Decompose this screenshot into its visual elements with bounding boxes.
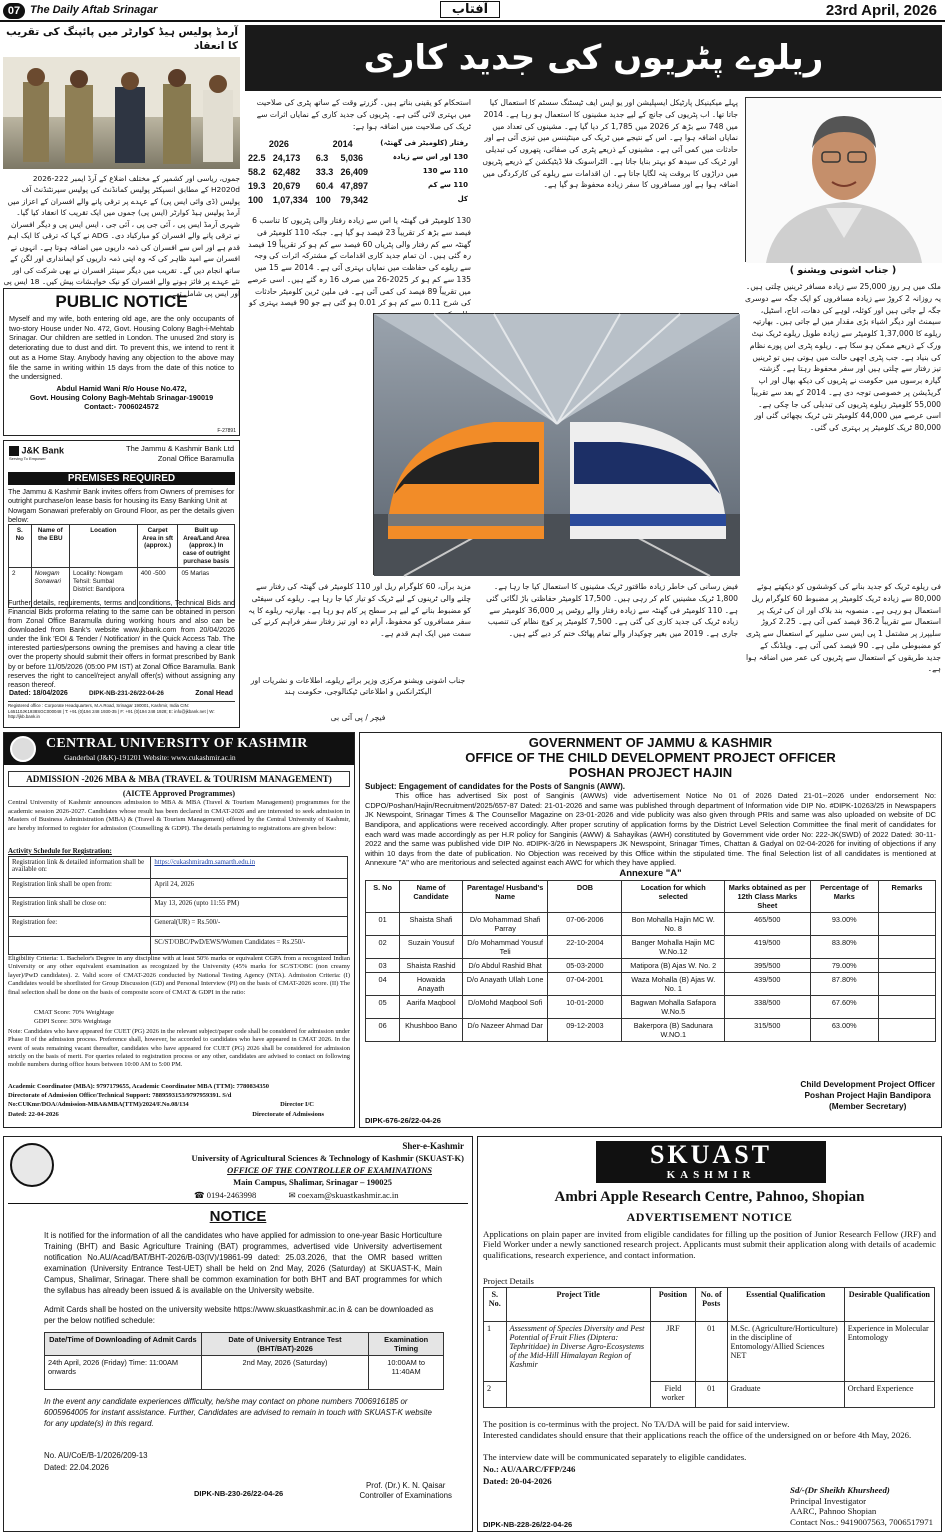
- public-notice-sig1: Abdul Hamid Wani R/o House No.472,: [56, 384, 187, 394]
- cuk-office: Directorate of Admissions: [252, 1111, 324, 1118]
- cuk-coordinators: Academic Coordinator (MBA): 9797179655, Academic Coordinator MBA (TTM): 7780834350: [8, 1083, 269, 1090]
- cuk-admission-ad: [3, 732, 355, 1128]
- cuk-name: CENTRAL UNIVERSITY OF KASHMIR: [46, 736, 308, 751]
- skuast-notice: [3, 1136, 473, 1532]
- table-row: 58.2 62,482 33.3 26,409 110 سے 130: [248, 167, 468, 177]
- vande-bharat-trains-image: [374, 314, 740, 576]
- table-row: 02 Suzain Yousuf D/o Mohammad Yousuf Teli 22-10-2004 Banger Mohalla Hajin MC W.No.12 419/500 83.80%: [366, 936, 936, 959]
- police-story: [3, 25, 240, 298]
- skuast-line-4: Main Campus, Shalimar, Srinagar – 190025: [233, 1177, 392, 1187]
- table-row: 19.3 20,679 60.4 47,897 110 سے کم: [248, 181, 468, 191]
- table-row: 22.5 24,173 6.3 5,036 130 اور اس سے زیادہ: [248, 153, 468, 163]
- cuk-subtitle: (AICTE Approved Programmes): [122, 789, 236, 798]
- table-row: 1 Assessment of Species Diversity and Pest Potential of Fruit Flies (Diptera: Tephritidae) in Diverse Agro-Ecosystems of the Mid-Hill Himalayan Region of Kashmir JRF 01 M.Sc. (Agriculture/Horticulture) in the discipline of Entomology/Allied Sciences NET Experience in Molecular Entomology: [484, 1322, 935, 1382]
- minister-photo: [745, 97, 941, 262]
- jk-bank-logo: J&K Bank Serving To Empower: [9, 445, 65, 461]
- page-header: [0, 0, 945, 22]
- public-notice-sig2: Govt. Housing Colony Bagh-Mehtab Srinagar-190019: [29, 393, 214, 403]
- cuk-schedule-title: Activity Schedule for Registration:: [8, 847, 112, 855]
- table-row: 05 Aarifa Maqbool D/oMohd Maqbool Sofi 10-01-2000 Bagwan Mohalla Safapora W.No.5 338/500 67.60%: [366, 996, 936, 1019]
- public-notice: [3, 288, 240, 436]
- skuast-ad-sign: Sd/-(Dr Sheikh Khursheed) Principal Investigator AARC, Pahnoo Shopian Contact Nos.: 9419007563, 7006517971: [790, 1485, 933, 1527]
- issue-date: 23rd April, 2026: [825, 2, 937, 19]
- police-body: جموں، ریاسی اور کشمیر کے مختلف اضلاع کے آرڈ ایمبر 222-2026 H2020d کے مطابق انسپکٹر پولیس کمانڈنٹ کی پولیس سپرنٹنڈنٹ آف پولیس (ڈی وائی ایس پی) کے عہدے پر ترقی پانے والے افسران کے اعزاز میں آرمڈ پولیس ہیڈ کوارٹر (ایس پی) جموں میں ایک تقریب کا انعقاد کیا گیا۔ شہری آرمڈ ایس پی ، آئی جی پی ، آئی جی ، ایس ایس پی و دیگر افسران نے ترقی پانے والے افسران کو مبارکباد دی۔ ADG نے کہا کہ ترقی کا ایک اہم قدم ہے اور اس سے افسران کی ذمہ داریوں میں اضافہ ہوتا ہے۔ انہوں نے افسران سے امید ظاہر کی کہ وہ اپنی ذمہ داریوں کو ایمانداری اور لگن کے ساتھ انجام دیں گے۔ تقریب میں دیگر سینئر افسران نے بھی شرکت کی اور نئے عہدے پر فائز ہونے والے افسران کو نیک خواہشات پیش کیں۔ 18 ایس پی اور ایس پی شامل تھے۔: [3, 174, 240, 298]
- table-row: Registration fee: General(UR) = Rs.500/-: [9, 917, 348, 937]
- cdpo-line-3: POSHAN PROJECT HAJIN: [568, 765, 733, 780]
- railway-col-left-intro: استحکام کو یقینی بناتے ہیں۔ گزرتے وقت کے ساتھ پٹری کی صلاحیت میں بہتری لائی گئی ہے۔ پٹریوں کی جدید کاری کے نمایاں اثرات سے ٹریک کی صلاحیت میں اضافہ ہوا ہے:: [256, 98, 471, 131]
- skuast-p1: It is notified for the information of all the candidates who have applied for admission to one-year Basic Horticulture Training (BHT) and Basic Agriculture Training (BAT) programmes, advertised vide University advertisement notification No.AU/Acad/BAT/BHT-2026/B-03(IV)/19861-99 dated: 25.03.2026, that the OMR based written examination (University Entrance Test-UET) shall be held on 2nd May, 2026 (Saturday) at SKUAST-K, Main Campus, Shalimar, Srinagar. There shall be common examination for both BHT and BAT programmes for which the syllabus has already been issued & is available on the University website.: [44, 1231, 442, 1295]
- table-row: 06 Khushboo Bano D/o Nazeer Ahmad Dar 09-12-2003 Bakerpora (B) Sadunara W.NO.1 315/500 63.00%: [366, 1019, 936, 1042]
- table-header-speed: رفتار (کلومیٹر فی گھنٹہ): [380, 139, 468, 147]
- skuast-ad-table: S. No. Project Title Position No. of Posts Essential Qualification Desirable Qualification 1 Assessment of Species Diversity and Pest Potential of Fruit Flies (Diptera: Tephritidae) in Diverse Agro-Ecosystems of the Mid-Hill Himalayan Region of Kashmir JRF 01 M.Sc. (Agriculture/Horticulture) in the discipline of Entomology/Allied Sciences NET Experience in Molecular Entomology 2 Field worker 01 Graduate Orchard Experience: [483, 1287, 935, 1408]
- cuk-dated: Dated: 22-04-2026: [8, 1111, 59, 1118]
- railway-col-bottom-left: مزید برآں، 60 کلوگرام ریل اور 110 کلومیٹر فی گھنٹہ کی رفتار سے چلنے والی ٹرینوں کے لیے ٹریک کو تیار کیا جا رہا ہے۔ ریلوے کی سیفٹی کو مضبوط بنانے کے لیے ہر سطح پر کام ہو رہا ہے۔ بھارتیہ ریلوے کا یہ سفر مسافروں کو محفوظ، آرام دہ اور تیز رفتار سفر فراہم کرنے کی سمت میں ایک اہم قدم ہے۔: [248, 582, 471, 639]
- jk-bank-body: Further details, requirements, terms and conditions, Technical Bids and Financial Bids proforma relating to the same can be obtained in person from Zonal Office Baramulla during working hours and also can be downloaded from Bank's website www.jkbank.com from 20/04/2026 under the link 'EOI & Tender / Notification' in the Quick Access Tab. The interested parties/persons owning the premises and having a clear title over the property should submit their offers in format prescribed by Bank by or before 11/05/2026 (05:00 PM IST) at Zonal Office Baramulla. Bank reserves the right to cancel/reject any/all offer(s) without assigning any reason thereof.: [8, 599, 235, 689]
- cdpo-line-2: OFFICE OF THE CHILD DEVELOPMENT PROJECT OFFICER: [465, 750, 836, 765]
- table-header-2026: 2026: [268, 139, 289, 149]
- skuast-ad-details: Project Details: [483, 1276, 534, 1286]
- public-notice-contact: Contact:- 7006024572: [84, 402, 159, 412]
- police-photo: [3, 57, 240, 169]
- cdpo-subject: Subject: Engagement of candidates for the Posts of Sangnis (AWW).: [365, 782, 626, 791]
- skuast-ad-p2: Interested candidates should ensure that their applications reach the office of the undersigned on or before 4th May, 2026.: [483, 1430, 912, 1440]
- skuast-ad-intro: Applications on plain paper are invited from eligible candidates for filling up the position of Junior Research Fellow (JRF) and Field Worker under a newly sanctioned research project. Applicants must submit their application along with details of academic qualifications, research experience, and contact information.: [483, 1229, 937, 1260]
- public-notice-title: PUBLIC NOTICE: [55, 292, 188, 311]
- cuk-header: [4, 733, 354, 765]
- jk-bank-logo-icon: [9, 446, 19, 456]
- masthead: آفتاب: [440, 1, 500, 18]
- table-header-2014: 2014: [332, 139, 353, 149]
- skuast-ad-dated: Dated: 20-04-2026: [483, 1476, 552, 1486]
- phone-icon: ☎: [194, 1190, 205, 1200]
- table-row: Registration link & detailed information shall be available on: https://cukashmiradm.samarth.edu.in: [9, 857, 348, 879]
- skuast-sign: Prof. (Dr.) K. N. Qaisar Controller of Examinations: [359, 1481, 452, 1501]
- cuk-logo-icon: [10, 736, 36, 762]
- cuk-director: Director I/C: [280, 1101, 314, 1108]
- skuast-dipk: DIPK-NB-230-26/22-04-26: [194, 1489, 284, 1498]
- table-row: 03 Shaista Rashid D/o Abdul Rashid Bhat 05-03-2000 Matipora (B) Ajas W. No. 2 395/500 79.00%: [366, 959, 936, 973]
- skuast-ad-p3: The interview date will be communicated separately to eligible candidates.: [483, 1452, 747, 1462]
- cdpo-body: This office has advertised Six post of Sanginis (AWWs) vide advertisement Notice No 01 of 2026 Dated 21-01--2026 under endorsement No: CDPO/Poshan/Hajin/Recruitment/2025/657-87 Dated: 21-01-2026 and same was published through department of Information vide DIP No. #DIPK-10263/25 in Newspapers JK Newspoint, Srinagar Times & The Counsellor Magazine on 23-01-2026 and vide publicity was also given through PRIs and same was also uploaded on website of DC Bandipora, and applications were received accordingly. After proper scrutiny of application forms by the District Level Selection Committee the final merit of candidates for each ward was made accordingly as per H.R policy for Sanginis (AWW) & Sahayikas (AWH) constituted by Government vide order No: 222-JK(SWD) of 2022 Dated: 30-11-2022 and the same was published vide DIP No. #DIPK-3/26 in Newspapers JK Newspoint, Srinagar Times, Chattan & Gadyal on 02-04-2026 for inviting of objections if any within 10 days from the date of publication. No Objection was received by this Office within the stipulated time. The final Selection list of all candidates is mentioned at Annexure "A" who are meritorious and selected against each AWC for which they have applied.: [365, 791, 936, 868]
- trains-photo: [373, 313, 739, 575]
- table-row: 04 Howaida Anayath D/o Anayath Ullah Lone 07-04-2001 Waza Mohalla (B) Ajas W. No. 1 439/500 87.80%: [366, 973, 936, 996]
- minister-caption: ( جناب اشونی ویشنو ): [789, 265, 897, 276]
- page-number: 07: [3, 3, 25, 19]
- railway-story: [245, 25, 942, 728]
- railway-col-mid: پہلے میکینیکل پارٹیکل ایسپلیشن اور یو ایس ایف ٹیسٹنگ سسٹم کا استعمال کیا جاتا تھا۔ اب پٹریوں کی جانچ کے لیے جدید مشینوں کا استعمال ہو رہا ہے۔ 2014 میں 748 سے بڑھ کر 2026 میں 1,785 کر دیا گیا ہے۔ مشینوں کی تعداد میں نمایاں اضافہ ہوا ہے۔ اس کے نتیجے میں ٹریک کی مینٹیننس میں تیزی آئی ہے اور حادثات میں کمی آئی ہے۔ مشینوں کے ذریعے پٹری کی صفائی، پتھروں کی تبدیلی اور ٹریک کی سیدھ کو بہتر بنایا جاتا ہے۔ الٹراسونک فلا ڈیٹیکشن کے ذریعے پٹریوں میں دراڑوں کا بروقت پتہ لگایا جاتا ہے۔ ان اقدامات سے ریلوے کی کارکردگی میں اضافہ ہوا ہے اور مسافروں کا سفر زیادہ محفوظ ہو گیا ہے۔: [482, 98, 738, 190]
- table-row: 01 Shaista Shafi D/o Mohammad Shafi Parray 07-06-2006 Bon Mohalla Hajin MC W. No. 8 465/500 93.00%: [366, 913, 936, 936]
- cuk-intro: Central University of Kashmir announces admission to MBA & MBA (Travel & Tourism Management) programmes for the academic session 2026-2027. Candidates whose result has been declared in CMAT-2026 and are interested to seek admission in Masters of Business Administration (MBA) & (Travel & Tourism Management) offered by the Central University of Kashmir, are hereby informed to register for admission (Counselling & GDPI). The details pertaining to registrations are given below:: [8, 799, 350, 833]
- cuk-title: ADMISSION -2026 MBA & MBA (TRAVEL & TOURISM MANAGEMENT): [8, 771, 350, 787]
- skuast-p3: In the event any candidate experiences difficulty, he/she may contact on phone numbers 7006916185 or 6005964005 for instant assistance. Further, Candidates are advised to remain in touch with SKUAST-K website for any update(s) in this regard.: [44, 1397, 432, 1428]
- skuast-ad-p1: The position is co-terminus with the project. No TA/DA will be paid for said interview.: [483, 1419, 790, 1429]
- cdpo-notice: [359, 732, 942, 1128]
- table-row: Registration link shall be close on: May 13, 2026 (upto 11:55 PM): [9, 898, 348, 917]
- railway-col-left-2: 130 کلومیٹر فی گھنٹہ یا اس سے زیادہ رفتار والی پٹریوں کا تناسب 6 فیصد سے بڑھ کر تقریباً 23 فیصد ہو گیا ہے۔ جبکہ 110 کلومیٹر فی گھنٹہ سے کم رفتار والی پٹریاں 60 فیصد سے کم ہو کر تقریباً 19 فیصد رہ گئی ہیں۔ ان تمام جدید کاری اقدامات کے مشترکہ اثرات کی وجہ سے ریلوے کی حفاظت میں نمایاں بہتری آئی ہے۔ 2014 سے 15 میں 135 سے کم ہو کر 2025-26 میں صرف 16 رہ گئے ہیں۔ اسی عرصے میں تقریباً 89 فیصد کی کمی آئی ہے۔ فی ملین ٹرین کلومیٹر حادثات کی شرح 0.11 سے کم ہو کر 0.01 ہو گئی ہے جو 90 فیصد بہتری کو: [247, 216, 471, 308]
- railway-headline: ریلوے پٹریوں کی جدید کاری: [245, 25, 942, 91]
- table-row: SC/ST/OBC/PwD/EWS/Women Candidates = Rs.250/-: [9, 937, 348, 955]
- cuk-weight-1: CMAT Score: 70% Weightage: [34, 1009, 114, 1016]
- skuast-schedule-table: Date/Time of Downloading of Admit Cards Date of University Entrance Test (BHT/BAT)-2026 Examination Timing 24th April, 2026 (Friday) Time: 11:00AM onwards 2nd May, 2026 (Saturday) 10:00AM to 11:40AM: [44, 1332, 444, 1390]
- cdpo-sign: Child Development Project Officer Poshan Project Hajin Bandipora (Member Secretary): [800, 1079, 935, 1111]
- police-headline: آرمڈ پولیس ہیڈ کوارٹر میں پائپنگ کی تقریب کا انعقاد: [6, 26, 238, 52]
- jk-bank-dated: Dated: 18/04/2026: [9, 690, 68, 697]
- cuk-schedule-table: [8, 856, 348, 955]
- railway-col-right: ملک میں ہر روز 25,000 سے زیادہ مسافر ٹرینیں چلتی ہیں۔ یہ روزانہ 2 کروڑ سے زیادہ مسافروں کو ایک جگہ سے دوسری جگہ لے جاتی ہیں اور کوئلہ، لوہے کی دھات، اناج، اسٹیل، سیمنٹ اور دیگر اشیاء بڑی مقدار میں لے جاتی ہیں۔ بھارتیہ ریلوے کا 1,37,000 کلومیٹر سے زیادہ طویل ریلوے ٹریک نیٹ ورک کے ذریعے ممکن ہو سکا ہے۔ ریلوے پٹری اس پورے نظام کی بنیاد ہے۔ جب پٹری اچھی حالت میں ہوتی ہیں تو ٹرینیں تیز رفتار سے چلتی ہیں اور سفر محفوظ رہتا ہے۔ گزشتہ گیارہ برسوں میں حکومت نے پٹریوں کی دیکھ بھال اور اپ گریڈیشن پر خصوصی توجہ دی ہے۔ 2014 کے بعد سے تقریباً 55,000 کلومیٹر ریلوے پٹریوں کی تبدیلی کی جا چکی ہے۔ اسی عرصے میں 44,000 کلومیٹر نئی ٹریک بچھائی گئی اور 80,000 ٹریک کلومیٹر پر بہتری کی گئی۔: [745, 282, 941, 433]
- railway-col-bottom-mid: فیض رسانی کی خاطر زیادہ طاقتور ٹریک مشینوں کا استعمال کیا جا رہا ہے۔ 1,800 ٹریک مشینیں کام کر رہی ہیں۔ 17,500 کلومیٹر حفاظتی باڑ لگائی گئی ہے۔ 110 کلومیٹر فی گھنٹہ سے زیادہ رفتار والے روٹس پر 36,000 کلومیٹر سے زیادہ ٹریک کی جدید کاری کی گئی ہے۔ 7,500 کلومیٹر پر کوچ نظام کی تنصیب جاری ہے۔ 2019 میں بغیر چوکیدار والے تمام پھاٹک ختم کر دیے گئے ہیں۔: [486, 582, 738, 639]
- cdpo-annexure: Annexure "A": [619, 868, 682, 879]
- cuk-note: Note: Candidates who have appeared for CUET (PG) 2026 in the relevant subject/paper code shall be considered for admission under Phase II of the admission process. Preference shall, however, be accorded to candidates who have appeared in CMAT 2026. In the event of seats remaining vacant thereafter, candidates who have appeared for CUET (PG) 2026 shall be considered for admission strictly on the basis of merit. For queries related to registration process or any other, candidates are advised to contact on following mobile numbers during office hours between 10:00 AM to 5:00 PM.: [8, 1028, 350, 1069]
- skuast-dated: Dated: 22.04.2026: [44, 1463, 109, 1472]
- table-row: 2 Field worker 01 Graduate Orchard Experience: [484, 1382, 935, 1408]
- skuast-notice-title: NOTICE: [209, 1208, 267, 1225]
- jk-bank-office: The Jammu & Kashmir Bank Ltd Zonal Office Baramulla: [126, 444, 234, 463]
- paper-name: The Daily Aftab Srinagar: [30, 4, 158, 16]
- skuast-contact: ☎ 0194-2463998 ✉ coexam@skuastkashmir.ac.in: [194, 1190, 399, 1200]
- skuast-line-3: OFFICE OF THE CONTROLLER OF EXAMINATIONS: [227, 1165, 432, 1175]
- table-row: Registration link shall be open from: April 24, 2026: [9, 879, 348, 898]
- cuk-ref: No:CUKmr/DOA/Admission-MBA&MBA(TTM)/2024/F.No.08/134: [8, 1101, 189, 1108]
- skuast-ad-dipk: DIPK-NB-228-26/22-04-26: [483, 1520, 573, 1529]
- jk-bank-registered: Registered office : Corporate Headquarters, M.A.Road, Srinagar 190001, Kashmir, India CIN: L65110JK1938SGC000048 | T: +91 (0)194 248 1930-35 | F: +91 (0)194 248 1928; E: info@jkbank.net | W: http://jkb.bank.in: [8, 701, 235, 720]
- jk-bank-dipk: DIPK-NB-231-26/22-04-26: [89, 690, 164, 697]
- jk-bank-ad: [3, 440, 240, 728]
- jk-bank-intro: The Jammu & Kashmir Bank invites offers from Owners of premises for outright purchase/on lease basis for housing its Easy Banking Unit at Nowgam Sonawari preferably on Ground Floor, as per the details given below:: [8, 487, 235, 525]
- skuast-ambri-ad: [477, 1136, 942, 1532]
- jk-bank-table: S. No Name of the EBU Location Carpet Area in sft (approx.) Built up Area/Land Area (approx.) In case of outright purchase basis 2 Nowgam Sonawari Locality: Nowgam Tehsil: Sumbal District: Bandipora 400 -500 05 Marlas: [8, 524, 235, 608]
- table-row: 24th April, 2026 (Friday) Time: 11:00AM onwards 2nd May, 2026 (Saturday) 10:00AM to 11:40AM: [45, 1356, 444, 1390]
- police-ceremony-image: [3, 57, 240, 169]
- skuast-p2: Admit Cards shall be hosted on the university website https://www.skuastkashmir.ac.in & can be downloaded as per the below notified schedule:: [44, 1305, 434, 1325]
- railway-byline: جناب اشونی ویشنو مرکزی وزیر برائے ریلوے، اطلاعات و نشریات اور الیکٹرانکس و اطلاعاتی ٹیکنالوجی، حکومت ہند: [250, 676, 466, 697]
- skuast-line-1: Sher-e-Kashmir: [402, 1141, 464, 1151]
- skuast-ref: No. AU/CoE/B-1/2026/209-13: [44, 1451, 148, 1460]
- jk-bank-zonal-head: Zonal Head: [195, 690, 233, 697]
- cuk-address: Ganderbal (J&K)-191201 Website: www.cukashmir.ac.in: [64, 753, 236, 762]
- cdpo-line-1: GOVERNMENT OF JAMMU & KASHMIR: [528, 735, 773, 750]
- railway-footer: فیچر / پی آئی بی: [330, 713, 386, 722]
- cdpo-dipk: DIPK-676-26/22-04-26: [365, 1116, 441, 1125]
- email-icon: ✉: [288, 1190, 296, 1200]
- cuk-registration-link[interactable]: https://cukashmiradm.samarth.edu.in: [151, 857, 348, 879]
- cuk-director-line: Directorate of Admission Office/Technical Support: 7889593153/9797959391. S/d: [8, 1092, 232, 1099]
- table-row: 100 1,07,334 100 79,342 کل: [248, 195, 468, 205]
- cuk-weight-2: GDPI Score: 30% Weightage: [34, 1018, 112, 1025]
- skuast-logo: SKUAST KASHMIR: [596, 1141, 826, 1183]
- skuast-seal-icon: [10, 1143, 54, 1187]
- cdpo-table: S. No Name of Candidate Parentage/ Husband's Name DOB Location for which selected Marks obtained as per 12th Class Marks Sheet Percentage of Marks Remarks 01 Shaista Shafi D/o Mohammad Shafi Parray 07-06-2006 Bon Mohalla Hajin MC W. No. 8 465/500 93.00% 02 Suzain Yousuf D/o Mohammad Yousuf Teli 22-10-2004 Banger Mohalla Hajin MC W.No.12 419/500 83.80% 03 Shaista Rashid D/o Abdul Rashid Bhat 05-03-2000 Matipora (B) Ajas W. No. 2 395/500 79.00% 04 Howaida Anayath D/o Anayath Ullah Lone 07-04-2001 Waza Mohalla (B) Ajas W. No. 1 439/500 87.80% 05 Aarifa Maqbool D/oMohd Maqbool Sofi 10-01-2000 Bagwan Mohalla Safapora W.No.5 338/500 67.60% 06 Khushboo Bano D/o Nazeer Ahmad Dar 09-12-2003 Bakerpora (B) Sadunara W.NO.1 315/500 63.00%: [365, 880, 936, 1042]
- skuast-ad-title: Ambri Apple Research Centre, Pahnoo, Shopian: [554, 1189, 865, 1205]
- jk-bank-title: PREMISES REQUIRED: [8, 472, 235, 485]
- public-notice-body: Myself and my wife, both entering old age, are the only occupants of two-story House under No. 472, Govt. Housing Colony Bagh-i-Mehtab Srinagar. Our children are settled in London. The unused 2nd story is deteriorating due to dust and dirt. To prevent this, we intend to rent it out as a Home Stay. Anybody having any objection to the above may file the same in writing within 15 days from the date of this notice to the undersigned.: [9, 314, 234, 382]
- skuast-line-2: University of Agricultural Sciences & Technology of Kashmir (SKUAST-K): [191, 1153, 464, 1163]
- public-notice-ref: F-27891: [217, 428, 236, 434]
- railway-col-bottom-right: فی ریلوے ٹریک کو جدید بنانے کی کوششوں کو دیکھتے ہوئے 80,000 سے زیادہ ٹریک کلومیٹر پر مضبوط 60 کلوگرام ریل استعمال ہو رہی ہے۔ منصوبہ بند بلاک اور ان کی ٹریک پر استعمال سے تقریباً 36.2 فیصد کمی آئی ہے۔ 2.25 کروڑ سلیپرز پر مشتمل 1 پی ایس سی سلیپر کے استعمال سے پٹری کو مضبوطی ملی ہے۔ 90 فیصد کمی آئی ہے۔ ویلڈنگ کے جدید طریقوں کے استعمال سے پٹریوں کی عمر میں اضافہ ہوا ہے۔: [745, 582, 941, 674]
- minister-portrait: [746, 98, 942, 263]
- railway-speed-table: [245, 137, 471, 207]
- cuk-eligibility: Eligibility Criteria: 1. Bachelor's Degree in any discipline with at least 50% marks or equivalent CGPA from a recognized Indian University or any other equivalent examination as recognized by the University (45% marks for SC/ST/OBC (non creamy layer)/PwD candidates). 2. Valid score of CMAT-2026 conducted by National Testing Agency (NTA). Admission Criteria: (I) Candidates would be shortlisted for Group Discussion (GD) and Personal Interview (PI) on the basis of CMAT-2026 score. (II) The final selection shall be done on the basis of composite score of CMAT & GDPI in the ratio:: [8, 955, 350, 996]
- skuast-ad-ref: No.: AU/AARC/FFP/246: [483, 1464, 576, 1474]
- skuast-ad-sub: ADVERTISEMENT NOTICE: [626, 1210, 793, 1224]
